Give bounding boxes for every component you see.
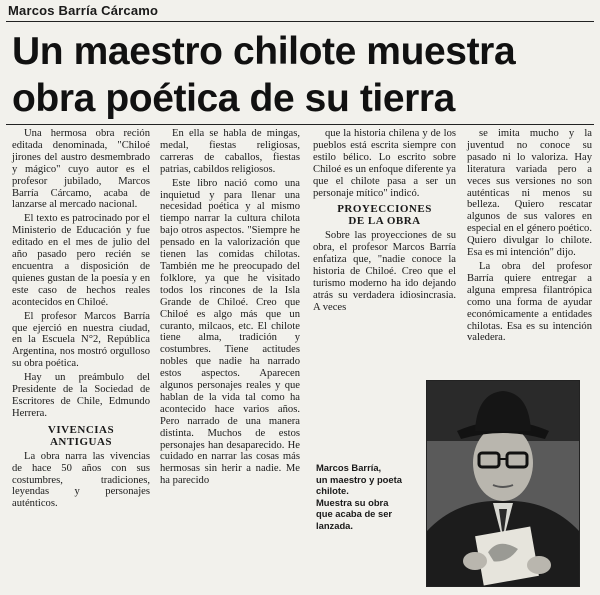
paragraph: El profesor Marcos Barría que ejerció en nuestra ciudad, en la Escuela N°2, República Argentina, nos mostró orgulloso su obra poética.: [12, 310, 150, 370]
article-column-3: [313, 128, 456, 316]
photo-caption: Marcos Barría, un maestro y poeta chilote. Muestra su obra que acaba de ser lanzada.: [316, 462, 402, 531]
headline-rule: [6, 124, 594, 125]
paragraph: que la historia chilena y de los pueblos está escrita siempre con estilo bélico. Lo escrito sobre Chiloé es un enfoque diferente ya que el chilote pasa a ser un personaje mítico" indicó.: [313, 128, 456, 199]
top-rule: [6, 21, 594, 22]
article-column-1: [12, 128, 150, 512]
author-photo: [426, 380, 580, 587]
paragraph: Este libro nació como una inquietud y para llenar una necesidad poética y al mismo tiempo narrar la cultura chilota bajo otros aspectos. "Siempre he pensado en la valorización que tienen las comidas chilotas. También me he preocupado del folklore, ya que he visitado todos los rincones de la Isla Grande de Chiloé. Creo que Chiloé es algo más que un curanto, milcaos, etc. El chilote tiene alma, tradición y costumbres. Tiene actitudes nobles que nadie ha narrado estos aspectos. Aparecen algunos personajes reales y que hablan de la vida tal como ha acontecido hace varios años. Pero narrado de una manera distinta. Muchos de estos personajes han desaparecido. He cuidado en narrar las cosas más hermosas sin herir a nadie. Me ha parecido: [160, 177, 300, 487]
subheading-vivencias: VIVENCIAS ANTIGUAS: [47, 423, 115, 448]
subheading-proyecciones: PROYECCIONES DE LA OBRA: [337, 203, 432, 228]
paragraph: En ella se habla de mingas, medal, fiestas religiosas, carreras de caballos, fiestas patrias, cabildos religiosos.: [160, 128, 300, 175]
paragraph: se imita mucho y la juventud no conoce su pasado ni lo valoriza. Hay literatura variada pero a veces sus versiones no son auténticas ni menos su belleza. Quiero rescatar algunos de sus valores en especial en el género poético. Quiero divulgar lo chilote. Esa es mi intención" dijo.: [467, 128, 593, 259]
article-column-4: [467, 128, 592, 346]
article-column-2: [160, 128, 300, 489]
headline-line-1: Un maestro chilote muestra: [12, 30, 516, 73]
paragraph: El texto es patrocinado por el Ministerio de Educación y fue editado en el mes de julio del año pasado pero recién se encuentra a disposición de quienes gustan de la poesía y en este caso de hechos reales acontecidos en Chiloé.: [12, 213, 150, 308]
paragraph: Hay un preámbulo del Presidente de la Sociedad de Escritores de Chile, Edmundo Herrera.: [12, 372, 150, 419]
byline: Marcos Barría Cárcamo: [8, 3, 159, 18]
portrait-illustration: [427, 381, 579, 586]
headline-line-2: obra poética de su tierra: [12, 77, 455, 120]
paragraph: La obra del profesor Barría quiere entregar a alguna empresa filantrópica como una forma de ayudar económicamente a entidades chilotas. Esa es su intención valedera.: [467, 260, 592, 344]
headline: [12, 28, 592, 122]
paragraph: La obra narra las vivencias de hace 50 años con sus costumbres, tradiciones, leyendas y personajes auténticos.: [12, 450, 150, 510]
paragraph: Sobre las proyecciones de su obra, el profesor Marcos Barría enfatiza que, "nadie conoce la historia de Chiloé. Creo que el turismo moderno ha ido dejando atrás su verdadera idiosincrasia. A veces: [313, 230, 456, 313]
paragraph: Una hermosa obra reción editada denominada, "Chiloé jirones del austro desmembrado y mágico" cuyo autor es el profesor jubilado, Marcos Barría Cárcamo, acaba de lanzarse al mercado nacional.: [12, 128, 150, 211]
